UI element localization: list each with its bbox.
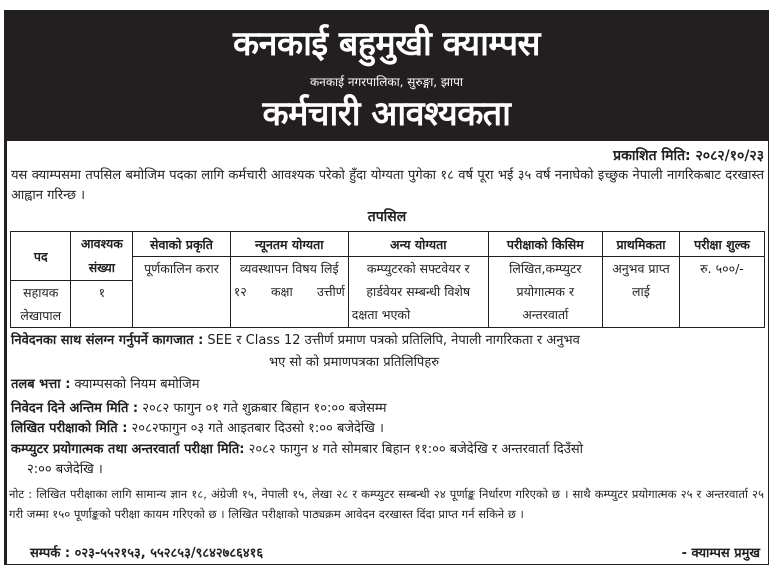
campus-name: कनकाई बहुमुखी क्याम्पस: [232, 24, 541, 64]
documents-label: निवेदनका साथ संलग्न गर्नुपर्ने कागजात :: [11, 333, 204, 348]
cell-exam-fee: रु. ५००/-: [679, 257, 764, 328]
signatory: - क्याम्पस प्रमुख: [681, 546, 760, 561]
details-heading: तपसिल: [367, 209, 407, 225]
header-service-nature: सेवाको प्रकृति: [133, 232, 230, 257]
practical-exam-label: कम्प्युटर प्रयोगात्मक तथा अन्तरवार्ता परीक्षा मिति:: [11, 442, 245, 457]
table-header-row: [11, 232, 765, 257]
published-date: प्रकाशित मिति: २०८२/१०/२३: [613, 148, 764, 164]
salary-line: [11, 375, 764, 395]
vacancy-table: [10, 231, 765, 328]
practical-exam-value-cont: २:०० बजेदेखि ।: [27, 462, 103, 477]
notice-banner: [4, 10, 769, 141]
salary-label: तलब भत्ता :: [11, 377, 71, 392]
deadline-label: निवेदन दिने अन्तिम मिति :: [11, 401, 139, 416]
campus-address: कनकाई नगरपालिका, सुरुङ्गा, झापा: [309, 75, 464, 89]
header-exam-type: परीक्षाको किसिम: [488, 232, 602, 257]
header-min-qualification: न्यूनतम योग्यता: [230, 232, 348, 257]
cell-priority: अनुभव प्राप्त लाई: [602, 257, 679, 328]
deadline-value: २०८२ फागुन ०१ गते शुक्रबार बिहान १०:०० बजेसम्म: [142, 401, 387, 416]
cell-required-count: १: [71, 281, 133, 328]
header-priority: प्राथमिकता: [602, 232, 679, 257]
cell-other-qualification: कम्प्युटरको सफ्टवेयर र हार्डवेयर सम्बन्धी विशेष दक्षता भएको: [348, 257, 488, 328]
written-exam-value: २०८२फागुन ०३ गते आइतबार दिउसो १:०० बजेदेखि ।: [131, 421, 384, 436]
written-exam-line: [11, 419, 764, 439]
practical-exam-line: [11, 440, 764, 480]
header-exam-fee: परीक्षा शुल्क: [679, 232, 764, 257]
contact-phone: ०२३-५५२१५३, ५५२८५३/९८४२७८६४१६: [74, 546, 264, 561]
salary-value: क्याम्पसको नियम बमोजिम: [74, 377, 200, 392]
practical-exam-value: २०८२ फागुन ४ गते सोमबार बिहान ११:०० बजेदेखि र अन्तरवार्ता दिउँसो: [248, 442, 584, 457]
deadline-line: [11, 399, 764, 419]
documents-text-cont: भए सो को प्रमाणपत्रका प्रतिलिपिहरु: [269, 355, 439, 370]
note-paragraph: नोट : लिखित परीक्षाका लागि सामान्य ज्ञान १८, अंग्रेजी १५, नेपाली १५, लेखा २८ र कम्प्युटर सम्बन्धी २४ पूर्णाङ्क निर्धारण गरिएको छ । साथै कम्प्युटर प्रयोगात्मक २५ र अन्तरवार्ता २५ गरी जम्मा १५० पूर्णाङ्कको परीक्षा कायम गरिएको छ । लिखित परीक्षाको पाठ्यक्रम आवेदन दरखास्त दिंदा प्राप्त गर्न सकिने छ ।: [9, 487, 764, 521]
cell-post: सहायक लेखापाल: [11, 281, 71, 328]
header-required-count: आवश्यक संख्या: [71, 232, 133, 281]
cell-service-nature: पूर्णकालिन करार: [133, 257, 230, 328]
header-other-qualification: अन्य योग्यता: [348, 232, 488, 257]
header-post: पद: [11, 232, 71, 281]
documents-text: SEE र Class 12 उत्तीर्ण प्रमाण पत्रको प्रतिलिपि, नेपाली नागरिकता र अनुभव: [207, 333, 580, 348]
cell-min-qualification: व्यवस्थापन विषय लिई १२ कक्षा उत्तीर्ण: [230, 257, 348, 328]
contact-label: सम्पर्क :: [30, 546, 71, 561]
cell-exam-type: लिखित,कम्प्युटर प्रयोगात्मक र अन्तरवार्ता: [488, 257, 602, 328]
required-documents: [11, 330, 764, 374]
notice-heading: कर्मचारी आवश्यकता: [262, 94, 511, 134]
written-exam-label: लिखित परीक्षाको मिति :: [11, 421, 128, 436]
intro-paragraph: यस क्याम्पसमा तपसिल बमोजिम पदका लागि कर्मचारी आवश्यक परेको हुँदा योग्यता पुगेका १८ वर्ष पूरा भई ३५ वर्ष ननाघेको इच्छुक नेपाली नागरिकबाट दरखास्त आह्वान गरिन्छ ।: [11, 168, 764, 203]
contact-line: [30, 543, 263, 561]
